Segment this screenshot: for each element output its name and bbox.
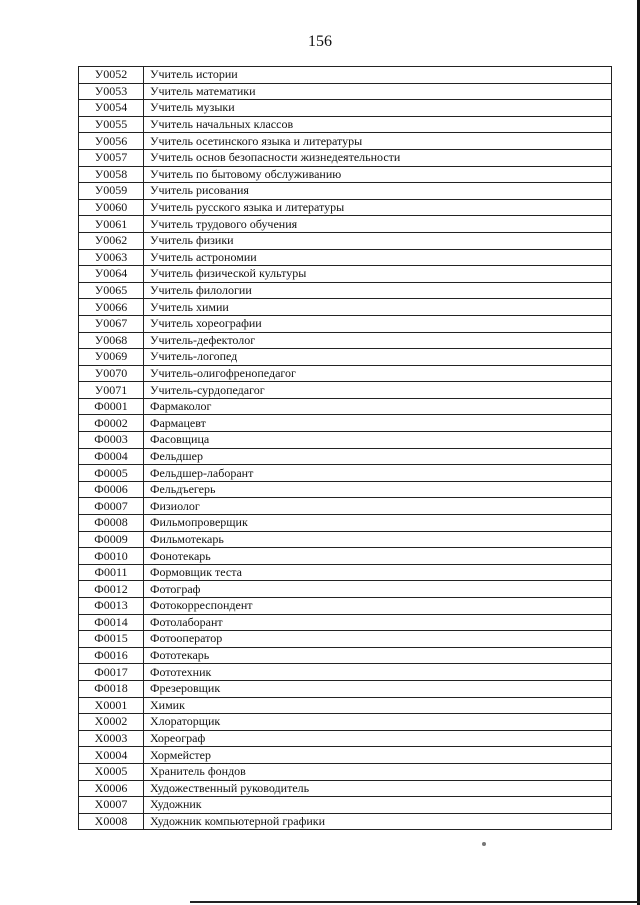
table-row xyxy=(79,548,612,565)
scan-speck xyxy=(482,842,486,846)
row-code: У0053 xyxy=(79,83,144,100)
row-code: У0060 xyxy=(79,199,144,216)
row-profession-name: Учитель-сурдопедагог xyxy=(144,382,612,399)
row-profession-name: Учитель основ безопасности жизнедеятельности xyxy=(144,149,612,166)
row-code: Ф0004 xyxy=(79,448,144,465)
row-profession-name: Художник xyxy=(144,797,612,814)
table-row xyxy=(79,415,612,432)
table-row xyxy=(79,531,612,548)
row-profession-name: Учитель химии xyxy=(144,299,612,316)
table-row xyxy=(79,183,612,200)
row-profession-name: Учитель русского языка и литературы xyxy=(144,199,612,216)
table-row xyxy=(79,149,612,166)
row-code: Х0007 xyxy=(79,797,144,814)
row-profession-name: Учитель осетинского языка и литературы xyxy=(144,133,612,150)
row-code: У0065 xyxy=(79,282,144,299)
row-code: У0057 xyxy=(79,149,144,166)
row-profession-name: Учитель астрономии xyxy=(144,249,612,266)
row-code: Х0005 xyxy=(79,763,144,780)
row-profession-name: Учитель физической культуры xyxy=(144,266,612,283)
table-row xyxy=(79,382,612,399)
row-code: Ф0010 xyxy=(79,548,144,565)
table-row xyxy=(79,116,612,133)
row-profession-name: Фасовщица xyxy=(144,432,612,449)
row-profession-name: Учитель-дефектолог xyxy=(144,332,612,349)
row-profession-name: Фельдшер-лаборант xyxy=(144,465,612,482)
row-code: У0069 xyxy=(79,349,144,366)
row-profession-name: Фонотекарь xyxy=(144,548,612,565)
profession-code-table xyxy=(78,66,612,830)
row-code: Х0006 xyxy=(79,780,144,797)
table-row xyxy=(79,797,612,814)
table-row xyxy=(79,232,612,249)
row-code: Ф0003 xyxy=(79,432,144,449)
table-row xyxy=(79,100,612,117)
row-profession-name: Учитель филологии xyxy=(144,282,612,299)
row-profession-name: Фототехник xyxy=(144,664,612,681)
row-profession-name: Учитель математики xyxy=(144,83,612,100)
row-profession-name: Фильмотекарь xyxy=(144,531,612,548)
row-code: У0052 xyxy=(79,67,144,84)
row-code: Ф0014 xyxy=(79,614,144,631)
row-profession-name: Фотолаборант xyxy=(144,614,612,631)
row-code: У0063 xyxy=(79,249,144,266)
row-profession-name: Фельдшер xyxy=(144,448,612,465)
table-row xyxy=(79,730,612,747)
table-body xyxy=(79,67,612,830)
row-profession-name: Учитель физики xyxy=(144,232,612,249)
row-profession-name: Учитель рисования xyxy=(144,183,612,200)
row-profession-name: Художественный руководитель xyxy=(144,780,612,797)
row-profession-name: Учитель музыки xyxy=(144,100,612,117)
row-code: Ф0006 xyxy=(79,481,144,498)
row-code: Х0004 xyxy=(79,747,144,764)
row-profession-name: Физиолог xyxy=(144,498,612,515)
row-code: Ф0007 xyxy=(79,498,144,515)
scan-bottom-edge xyxy=(190,901,640,903)
row-profession-name: Химик xyxy=(144,697,612,714)
row-code: У0054 xyxy=(79,100,144,117)
table-row xyxy=(79,448,612,465)
table-row xyxy=(79,249,612,266)
row-profession-name: Хормейстер xyxy=(144,747,612,764)
row-code: Ф0005 xyxy=(79,465,144,482)
row-code: Ф0008 xyxy=(79,515,144,532)
row-profession-name: Учитель-логопед xyxy=(144,349,612,366)
row-code: Ф0013 xyxy=(79,598,144,615)
row-code: Х0001 xyxy=(79,697,144,714)
row-code: Ф0012 xyxy=(79,581,144,598)
table-row xyxy=(79,498,612,515)
row-code: У0058 xyxy=(79,166,144,183)
row-code: Ф0017 xyxy=(79,664,144,681)
table-row xyxy=(79,216,612,233)
table-row xyxy=(79,598,612,615)
table-row xyxy=(79,166,612,183)
table-row xyxy=(79,714,612,731)
row-profession-name: Хореограф xyxy=(144,730,612,747)
table-row xyxy=(79,432,612,449)
row-code: Ф0011 xyxy=(79,564,144,581)
row-profession-name: Хлораторщик xyxy=(144,714,612,731)
table-row xyxy=(79,515,612,532)
table-row xyxy=(79,67,612,84)
row-profession-name: Хранитель фондов xyxy=(144,763,612,780)
row-code: У0062 xyxy=(79,232,144,249)
row-profession-name: Фототекарь xyxy=(144,647,612,664)
row-profession-name: Фотограф xyxy=(144,581,612,598)
table-row xyxy=(79,365,612,382)
row-profession-name: Учитель хореографии xyxy=(144,315,612,332)
row-profession-name: Учитель начальных классов xyxy=(144,116,612,133)
row-code: У0061 xyxy=(79,216,144,233)
row-profession-name: Фармаколог xyxy=(144,398,612,415)
table-row xyxy=(79,266,612,283)
table-row xyxy=(79,299,612,316)
row-profession-name: Учитель по бытовому обслуживанию xyxy=(144,166,612,183)
row-code: У0067 xyxy=(79,315,144,332)
row-profession-name: Учитель трудового обучения xyxy=(144,216,612,233)
row-code: Ф0001 xyxy=(79,398,144,415)
table-row xyxy=(79,282,612,299)
table-row xyxy=(79,647,612,664)
table-row xyxy=(79,199,612,216)
table-row xyxy=(79,763,612,780)
row-code: У0064 xyxy=(79,266,144,283)
page-number: 156 xyxy=(308,33,332,50)
table-row xyxy=(79,747,612,764)
table-row xyxy=(79,398,612,415)
table-row xyxy=(79,481,612,498)
row-code: У0068 xyxy=(79,332,144,349)
row-profession-name: Фельдъегерь xyxy=(144,481,612,498)
table-row xyxy=(79,631,612,648)
row-profession-name: Формовщик теста xyxy=(144,564,612,581)
row-code: У0066 xyxy=(79,299,144,316)
row-profession-name: Учитель истории xyxy=(144,67,612,84)
row-code: У0070 xyxy=(79,365,144,382)
table-row xyxy=(79,780,612,797)
row-profession-name: Художник компьютерной графики xyxy=(144,813,612,830)
row-profession-name: Фильмопроверщик xyxy=(144,515,612,532)
table-row xyxy=(79,83,612,100)
row-code: Ф0002 xyxy=(79,415,144,432)
table-row xyxy=(79,813,612,830)
table-row xyxy=(79,349,612,366)
row-code: Х0003 xyxy=(79,730,144,747)
row-code: У0059 xyxy=(79,183,144,200)
table-row xyxy=(79,664,612,681)
table-row xyxy=(79,581,612,598)
table-row xyxy=(79,465,612,482)
table-row xyxy=(79,315,612,332)
row-profession-name: Фотокорреспондент xyxy=(144,598,612,615)
table-row xyxy=(79,614,612,631)
row-code: У0055 xyxy=(79,116,144,133)
row-code: Ф0015 xyxy=(79,631,144,648)
row-profession-name: Фармацевт xyxy=(144,415,612,432)
row-code: Х0008 xyxy=(79,813,144,830)
row-code: У0056 xyxy=(79,133,144,150)
row-code: Ф0016 xyxy=(79,647,144,664)
row-code: Ф0009 xyxy=(79,531,144,548)
row-code: У0071 xyxy=(79,382,144,399)
row-code: Ф0018 xyxy=(79,680,144,697)
row-code: Х0002 xyxy=(79,714,144,731)
table-row xyxy=(79,133,612,150)
row-profession-name: Фрезеровщик xyxy=(144,680,612,697)
table-row xyxy=(79,564,612,581)
row-profession-name: Учитель-олигофренопедагог xyxy=(144,365,612,382)
table-row xyxy=(79,680,612,697)
table-row xyxy=(79,697,612,714)
row-profession-name: Фотооператор xyxy=(144,631,612,648)
table-row xyxy=(79,332,612,349)
